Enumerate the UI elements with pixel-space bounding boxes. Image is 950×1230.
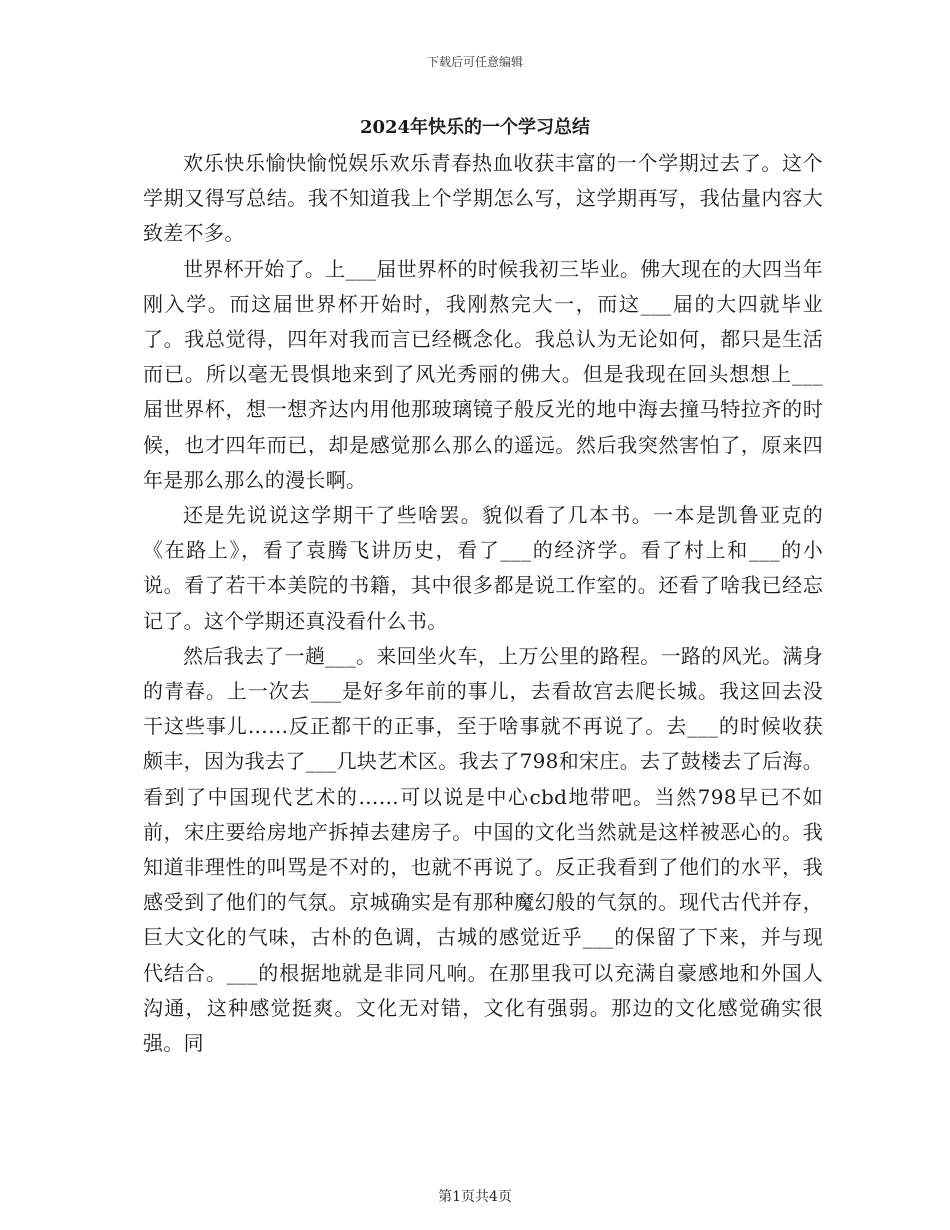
page-number: 第1页共4页 bbox=[438, 1189, 512, 1205]
document-title: 2024年快乐的一个学习总结 bbox=[359, 117, 591, 138]
paragraph: 世界杯开始了。上___届世界杯的时候我初三毕业。佛大现在的大四当年刚入学。而这届世界杯开始时，我刚熬完大一，而这___届的大四就毕业了。我总觉得，四年对我而言已经概念化。我总认为无论如何，都只是生活而已。所以毫无畏惧地来到了风光秀丽的佛大。但是我现在回头想想上___届世界杯，想一想齐达内用他那玻璃镜子般反光的地中海去撞马特拉齐的时候，也才四年而已，却是感觉那么那么的遥远。然后我突然害怕了，原来四年是那么那么的漫长啊。 bbox=[143, 256, 823, 492]
page-header-note: 下载后可任意编辑 bbox=[426, 55, 523, 69]
paragraph: 然后我去了一趟___。来回坐火车，上万公里的路程。一路的风光。满身的青春。上一次去___是好多年前的事儿，去看故宫去爬长城。我这回去没干这些事儿……反正都干的正事，至于啥事就不再说了。去___的时候收获颇丰，因为我去了___几块艺术区。我去了798和宋庄。去了鼓楼去了后海。看到了中国现代艺术的……可以说是中心cbd地带吧。当然798早已不如前，宋庄要给房地产拆掉去建房子。中国的文化当然就是这样被恶心的。我知道非理性的叫骂是不对的，也就不再说了。反正我看到了他们的水平，我感受到了他们的气氛。京城确实是有那种魔幻般的气氛的。现代古代并存，巨大文化的气味，古朴的色调，古城的感觉近乎___的保留了下来，并与现代结合。___的根据地就是非同凡响。在那里我可以充满自豪感地和外国人沟通，这种感觉挺爽。文化无对错，文化有强弱。那边的文化感觉确实很强。同 bbox=[143, 643, 823, 1056]
paragraph: 还是先说说这学期干了些啥罢。貌似看了几本书。一本是凯鲁亚克的《在路上》，看了袁腾飞讲历史，看了___的经济学。看了村上和___的小说。看了若干本美院的书籍，其中很多都是说工作室的。还看了啥我已经忘记了。这个学期还真没看什么书。 bbox=[143, 503, 823, 633]
document-body bbox=[143, 146, 823, 1061]
paragraph: 欢乐快乐愉快愉悦娱乐欢乐青春热血收获丰富的一个学期过去了。这个学期又得写总结。我不知道我上个学期怎么写，这学期再写，我估量内容大致差不多。 bbox=[143, 151, 823, 246]
